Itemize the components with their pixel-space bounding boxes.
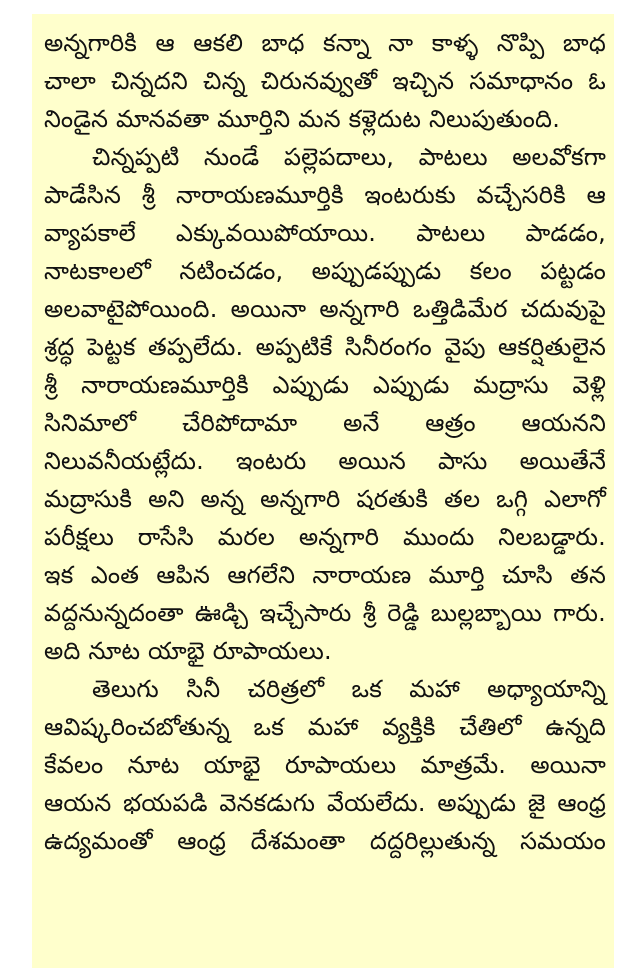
text-line: శ్రీ నారాయణమూర్తికి ఎప్పుడు ఎప్పుడు మద్రాసు వెళ్లి xyxy=(44,371,606,399)
text-line: అది నూట యాభై రూపాయలు. xyxy=(44,637,332,665)
text-line: అలవాటైపోయింది. అయినా అన్నగారి ఒత్తిడిమేర చదువుపై xyxy=(44,295,606,323)
text-line: నిండైన మానవతా మూర్తిని మన కళ్లెదుట నిలుపుతుంది. xyxy=(44,105,561,133)
text-line: సినిమాలో చేరిపోదామా అనే ఆత్రం ఆయనని xyxy=(44,409,606,437)
text-line: ఆయన భయపడి వెనకడుగు వేయలేదు. అప్పుడు జై ఆంధ్ర xyxy=(44,789,606,817)
text-line: వద్దనున్నదంతా ఊడ్చి ఇచ్చేసారు శ్రీ రెడ్డి బుల్లబ్బాయి గారు. xyxy=(44,599,606,627)
text-line: నాటకాలలో నటించడం, అప్పుడప్పుడు కలం పట్టడం xyxy=(44,257,606,285)
text-line: వ్యాపకాలే ఎక్కువయిపోయాయి. పాటలు పాడడం, xyxy=(44,219,606,247)
body-text xyxy=(44,24,606,860)
text-line: కేవలం నూట యాభై రూపాయలు మాత్రమే. అయినా xyxy=(44,751,606,779)
text-line: చాలా చిన్నదని చిన్న చిరునవ్వుతో ఇచ్చిన సమాధానం ఓ xyxy=(44,67,606,95)
text-line: చిన్నప్పటి నుండే పల్లెపదాలు, పాటలు అలవోకగా xyxy=(92,143,606,171)
text-line: తెలుగు సినీ చరిత్రలో ఒక మహా అధ్యాయాన్ని xyxy=(92,675,606,703)
text-line: ఆవిష్కరించబోతున్న ఒక మహా వ్యక్తికి చేతిలో ఉన్నది xyxy=(44,713,606,741)
text-line: మద్రాసుకి అని అన్న అన్నగారి షరతుకి తల ఒగ్గి ఎలాగో xyxy=(44,485,606,513)
text-line: ఉద్యమంతో ఆంధ్ర దేశమంతా దద్దరిల్లుతున్న సమయం xyxy=(44,827,606,855)
text-line: అన్నగారికి ఆ ఆకలి బాధ కన్నా నా కాళ్ళ నొప్పి బాధ xyxy=(44,29,606,57)
text-line: ఇక ఎంత ఆపిన ఆగలేని నారాయణ మూర్తి చూసి తన xyxy=(44,561,606,589)
page xyxy=(32,14,614,968)
text-line: నిలువనీయట్లేదు. ఇంటరు అయిన పాసు అయితేనే xyxy=(44,447,606,475)
text-line: పరీక్షలు రాసేసి మరల అన్నగారి ముందు నిలబడ్డారు. xyxy=(44,523,606,551)
text-line: శ్రద్ధ పెట్టక తప్పలేదు. అప్పటికే సినీరంగం వైపు ఆకర్షితులైన xyxy=(44,333,606,361)
text-line: పాడేసిన శ్రీ నారాయణమూర్తికి ఇంటరుకు వచ్చేసరికి ఆ xyxy=(44,181,606,209)
